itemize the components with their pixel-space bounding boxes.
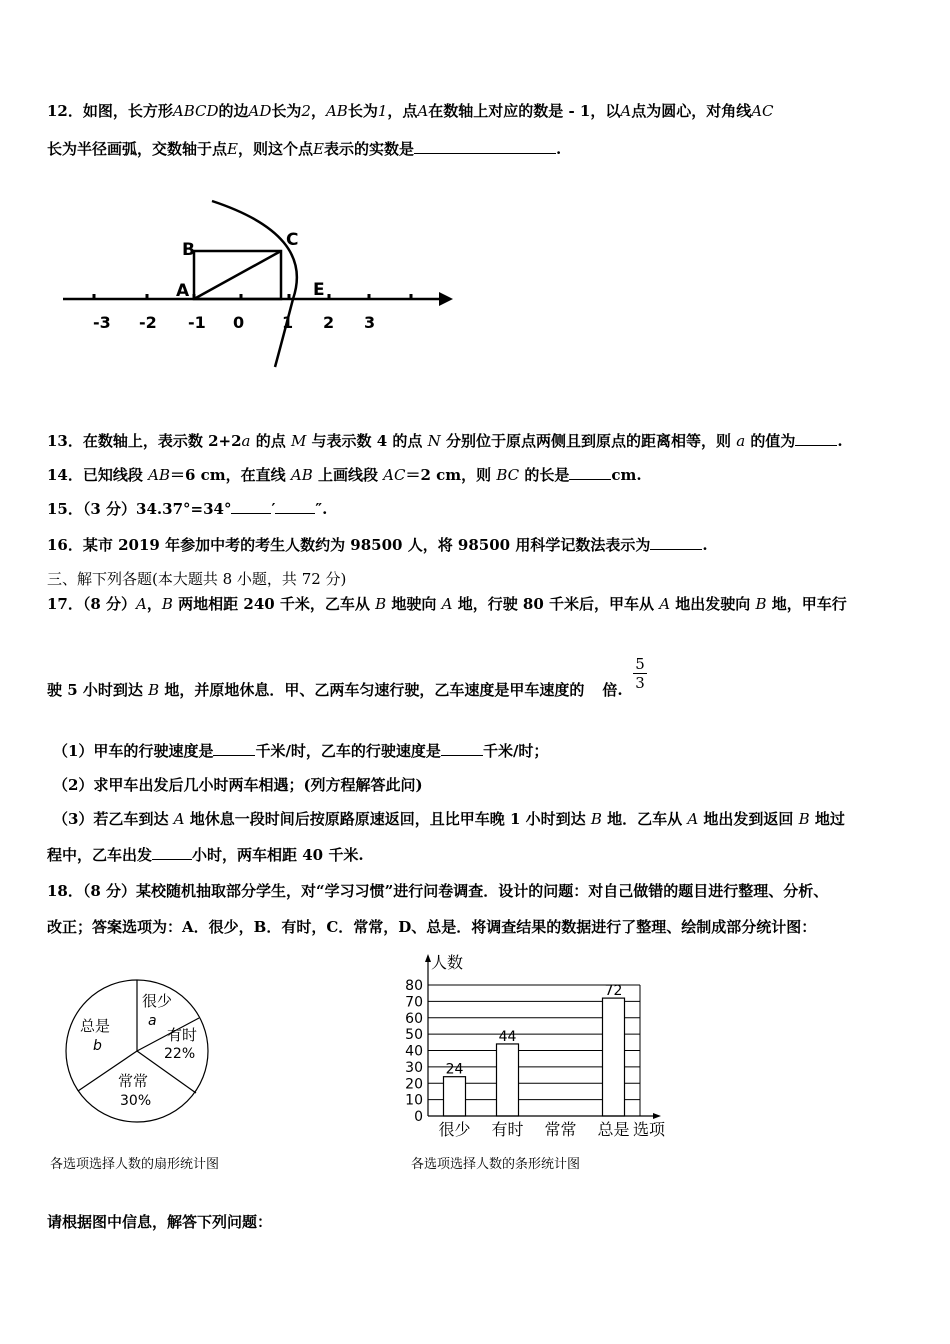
- bar-chart-categories: [438, 1120, 629, 1139]
- tick-label: 2: [323, 313, 335, 332]
- tick-label: 0: [233, 313, 245, 332]
- bar-chart-y-ticks: [405, 978, 423, 1125]
- q17-point-b: B: [798, 810, 810, 828]
- q17-line2: [47, 680, 910, 700]
- q16-answer-blank[interactable]: [650, 535, 702, 550]
- q18-prompt: 请根据图中信息，解答下列问题：: [47, 1213, 273, 1231]
- q17-point-b: B: [161, 595, 173, 613]
- y-tick-label: 0: [414, 1109, 423, 1125]
- q13-var-m: M: [290, 432, 307, 450]
- q17-text: 驶 5 小时到达: [47, 681, 149, 699]
- fraction-numerator: 5: [633, 655, 647, 674]
- q12-val-ad: 2: [301, 102, 311, 120]
- q14-seg-ab: AB: [290, 466, 313, 484]
- q12-text: .: [555, 140, 562, 158]
- tick-label: 1: [282, 313, 294, 332]
- q17-text: （1）甲车的行驶速度是: [53, 742, 214, 760]
- q12-answer-blank[interactable]: [414, 139, 556, 154]
- diagonal-ac: [194, 251, 281, 299]
- q13-text: 分别位于原点两侧且到原点的距离相等，则: [440, 432, 737, 450]
- q17-text: ，: [146, 595, 162, 613]
- q12-text: 的边: [218, 102, 249, 120]
- q12-text: 长为: [347, 102, 378, 120]
- y-tick-label: 40: [405, 1043, 423, 1060]
- q14-text: cm.: [611, 466, 642, 484]
- q15-line: [47, 499, 910, 519]
- q14-line: [47, 465, 910, 485]
- fraction-denominator: 3: [635, 674, 645, 692]
- q14-text: 14．已知线段: [47, 466, 149, 484]
- q17-text: 地．乙车从: [601, 810, 688, 828]
- label-b: B: [182, 240, 195, 260]
- q15-seconds-blank[interactable]: [275, 499, 315, 514]
- x-axis-arrow-icon: [653, 1113, 661, 1119]
- pie-slice-value-sometimes: 22%: [164, 1046, 196, 1062]
- q17-text: 地休息一段时间后按原路原速返回，且比甲车晚 1 小时到达: [184, 810, 591, 828]
- q15-minutes-blank[interactable]: [231, 499, 271, 514]
- q17-point-a: A: [136, 595, 147, 613]
- q17-sub3-line2: [47, 845, 910, 865]
- bar-value-label: 24: [445, 1061, 464, 1078]
- tick-label: -2: [139, 313, 157, 332]
- q17-text: 地，行驶 80 千米后，甲车从: [452, 595, 660, 613]
- q14-text: ＝6 cm，在直线: [169, 466, 291, 484]
- pie-slice-label-always: 总是: [80, 1017, 111, 1035]
- q14-seg-bc: BC: [496, 466, 520, 484]
- q13-text: .: [837, 432, 843, 450]
- q15-text: ″.: [315, 500, 328, 518]
- y-tick-label: 20: [405, 1076, 423, 1093]
- q17-point-b: B: [755, 595, 767, 613]
- q13-line: [47, 431, 910, 451]
- bar: [497, 1044, 519, 1116]
- tick-label: -3: [93, 313, 111, 332]
- y-tick-label: 80: [405, 978, 423, 994]
- q12-point-a: A: [620, 102, 632, 120]
- q14-text: 上画线段: [312, 466, 384, 484]
- q17-sub1: [53, 741, 910, 761]
- q13-text: 与表示数 4 的点: [306, 432, 428, 450]
- q13-text: 的值为: [745, 432, 796, 450]
- q13-answer-blank[interactable]: [795, 431, 837, 446]
- q13-var-a: a: [241, 432, 251, 450]
- q17-hours-blank[interactable]: [152, 845, 192, 860]
- bar-value-label: 44: [498, 1028, 517, 1045]
- q17-sub2: （2）求甲车出发后几小时两车相遇；(列方程解答此问): [53, 776, 423, 794]
- q17-text: 地出发到返回: [698, 810, 799, 828]
- q12-number-line-figure: [55, 195, 465, 380]
- x-category-label: 很少: [438, 1120, 471, 1139]
- q17-text: 千米/时；: [482, 742, 549, 760]
- q17-text: 倍.: [602, 681, 623, 699]
- q12-diagonal: AC: [751, 102, 774, 120]
- label-c: C: [286, 230, 299, 250]
- pie-slice-value-often: 30%: [120, 1093, 152, 1109]
- axis-arrow-icon: [439, 292, 453, 306]
- pie-slice-value-rarely: a: [148, 1013, 157, 1029]
- q17-text: 地出发驶向: [670, 595, 756, 613]
- y-tick-label: 60: [405, 1010, 423, 1027]
- pie-slice-label-often: 常常: [118, 1072, 149, 1090]
- q16-line: [47, 535, 910, 555]
- q17-point-a: A: [441, 595, 453, 613]
- q12-point-e: E: [227, 140, 238, 158]
- bar-value-label: 72: [604, 983, 623, 1000]
- q17-point-b: B: [148, 681, 160, 699]
- y-axis-label: 人数: [431, 953, 464, 972]
- q12-text: 12．如图，长方形: [47, 102, 173, 120]
- bar-chart-bars: [444, 983, 625, 1116]
- pie-chart: [62, 976, 212, 1126]
- q17-point-b: B: [375, 595, 387, 613]
- q17-sub3-line1: [53, 809, 910, 829]
- q17-text: 千米/时，乙车的行驶速度是: [255, 742, 441, 760]
- q12-point-a: A: [417, 102, 429, 120]
- q13-var-n: N: [427, 432, 441, 450]
- bar-caption: 各选项选择人数的条形统计图: [411, 1157, 581, 1172]
- q16-text: .: [702, 536, 708, 554]
- tick-label: 3: [364, 313, 376, 332]
- q12-text: 在数轴上对应的数是 - 1，以: [428, 102, 621, 120]
- q13-text: 的点: [250, 432, 291, 450]
- q12-text: 长为半径画弧，交数轴于点: [47, 140, 228, 158]
- q17-text: （3）若乙车到达: [53, 810, 174, 828]
- q12-side-ab: AB: [325, 102, 348, 120]
- q14-text: ＝2 cm，则: [405, 466, 497, 484]
- bar-chart: [395, 948, 675, 1143]
- q12-text: ，点: [387, 102, 418, 120]
- q13-text: 13．在数轴上，表示数 2+2: [47, 432, 242, 450]
- q12-line1: [47, 101, 910, 121]
- q17-text: 17．（8 分）: [47, 595, 137, 613]
- q14-seg-ac: AC: [383, 466, 406, 484]
- q12-line2: [47, 139, 910, 159]
- q17-text: 小时，两车相距 40 千米.: [192, 846, 364, 864]
- q17-speed-a-blank[interactable]: [213, 741, 255, 756]
- x-category-label: 常常: [544, 1120, 577, 1139]
- q17-text: 地，并原地休息．甲、乙两车匀速行驶，乙车速度是甲车速度的: [159, 681, 585, 699]
- q14-answer-blank[interactable]: [569, 465, 611, 480]
- q17-point-b: B: [590, 810, 602, 828]
- q12-text: ，: [310, 102, 326, 120]
- q15-text: ′: [271, 500, 276, 518]
- pie-slice-value-always: b: [93, 1038, 102, 1054]
- bar: [444, 1077, 466, 1116]
- q12-text: 表示的实数是: [323, 140, 414, 158]
- q17-text: 地，甲车行: [766, 595, 847, 613]
- arc-radius-ac: [212, 201, 297, 367]
- y-tick-label: 10: [405, 1092, 423, 1109]
- q12-rect-name: ABCD: [172, 102, 219, 120]
- q17-text: 地过: [809, 810, 845, 828]
- q13-var-a: a: [736, 432, 746, 450]
- section-3-title: 三、解下列各题(本大题共 8 小题，共 72 分): [47, 570, 347, 588]
- q12-text: 长为: [271, 102, 302, 120]
- q17-point-a: A: [173, 810, 185, 828]
- y-tick-label: 70: [405, 994, 423, 1011]
- q17-point-a: A: [659, 595, 671, 613]
- bar: [603, 998, 625, 1116]
- label-e: E: [313, 280, 325, 300]
- q17-line1: [47, 594, 910, 614]
- y-tick-label: 50: [405, 1027, 423, 1044]
- q12-text: 点为圆心，对角线: [631, 102, 752, 120]
- q17-text: 程中，乙车出发: [47, 846, 153, 864]
- q17-text: 两地相距 240 千米，乙车从: [172, 595, 376, 613]
- q17-text: 地驶向: [386, 595, 442, 613]
- q14-seg-ab: AB: [148, 466, 170, 484]
- pie-caption: 各选项选择人数的扇形统计图: [50, 1157, 220, 1172]
- q12-side-ad: AD: [248, 102, 272, 120]
- q12-val-ab: 1: [377, 102, 388, 120]
- q16-text: 16．某市 2019 年参加中考的考生人数约为 98500 人，将 98500 用科学记数法表示为: [47, 536, 651, 554]
- q15-text: 15．（3 分）34.37°=34°: [47, 500, 232, 518]
- q18-line2: 改正；答案选项为：A．很少，B．有时，C．常常，D、总是．将调查结果的数据进行了整理、绘制成部分统计图：: [47, 918, 817, 936]
- q18-line1: 18．（8 分）某校随机抽取部分学生，对“学习习惯”进行问卷调查．设计的问题：对自己做错的题目进行整理、分析、: [47, 882, 829, 900]
- x-category-label: 总是: [597, 1120, 630, 1139]
- q17-speed-b-blank[interactable]: [441, 741, 483, 756]
- q17-point-a: A: [687, 810, 699, 828]
- pie-slice-label-sometimes: 有时: [167, 1026, 198, 1044]
- label-a: A: [176, 281, 190, 301]
- q12-point-e: E: [312, 140, 324, 158]
- y-tick-label: 30: [405, 1059, 423, 1076]
- tick-label: -1: [188, 313, 206, 332]
- x-category-label: 有时: [491, 1120, 524, 1139]
- x-axis-label: 选项: [633, 1120, 666, 1139]
- q12-text: ，则这个点: [237, 140, 313, 158]
- q14-text: 的长是: [519, 466, 570, 484]
- pie-slice-label-rarely: 很少: [142, 992, 173, 1010]
